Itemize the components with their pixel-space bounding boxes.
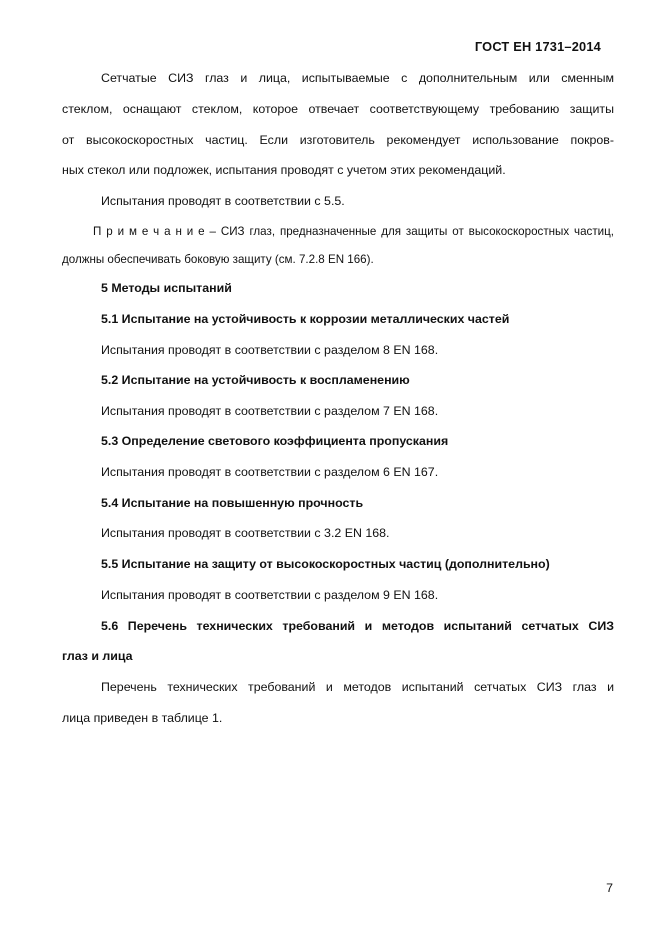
- section-5-2-heading: 5.2 Испытание на устойчивость к воспламенению: [101, 373, 410, 387]
- intro-line-3: от высокоскоростных частиц. Если изготовитель рекомендует использование покров-: [62, 133, 614, 147]
- section-5-4-heading: 5.4 Испытание на повышенную прочность: [101, 496, 364, 510]
- section-5-5-text: Испытания проводят в соответствии с разделом 9 EN 168.: [101, 588, 439, 602]
- intro-line-4: ных стекол или подложек, испытания проводят с учетом этих рекомендаций.: [62, 163, 506, 177]
- section-5-1-heading: 5.1 Испытание на устойчивость к коррозии металлических частей: [101, 312, 510, 326]
- intro-line-1: Сетчатые СИЗ глаз и лица, испытываемые с дополнительным или сменным: [101, 71, 614, 85]
- section-5-2-text: Испытания проводят в соответствии с разделом 7 EN 168.: [101, 404, 439, 418]
- section-5-3-heading: 5.3 Определение светового коэффициента пропускания: [101, 434, 449, 448]
- section-5-6-heading-line-2: глаз и лица: [62, 649, 133, 663]
- intro-line-5: Испытания проводят в соответствии с 5.5.: [101, 194, 345, 208]
- page-number: 7: [606, 881, 613, 895]
- section-5-6-text-line-1: Перечень технических требований и методов испытаний сетчатых СИЗ глаз и: [101, 680, 614, 694]
- note-line-2: должны обеспечивать боковую защиту (см. 7.2.8 EN 166).: [62, 253, 374, 266]
- note-line-1: П р и м е ч а н и е – СИЗ глаз, предназначенные для защиты от высокоскоростных частиц,: [93, 225, 614, 238]
- section-5-3-text: Испытания проводят в соответствии с разделом 6 EN 167.: [101, 465, 439, 479]
- section-5-heading: 5 Методы испытаний: [101, 281, 232, 295]
- section-5-6-heading-line-1: 5.6 Перечень технических требований и методов испытаний сетчатых СИЗ: [101, 619, 614, 633]
- section-5-4-text: Испытания проводят в соответствии с 3.2 EN 168.: [101, 526, 390, 540]
- intro-line-2: стеклом, оснащают стеклом, которое отвечает соответствующему требованию защиты: [62, 102, 614, 116]
- document-header: ГОСТ ЕН 1731–2014: [474, 39, 601, 54]
- section-5-1-text: Испытания проводят в соответствии с разделом 8 EN 168.: [101, 343, 439, 357]
- section-5-5-heading: 5.5 Испытание на защиту от высокоскоростных частиц (дополнительно): [101, 557, 550, 571]
- section-5-6-text-line-2: лица приведен в таблице 1.: [62, 711, 223, 725]
